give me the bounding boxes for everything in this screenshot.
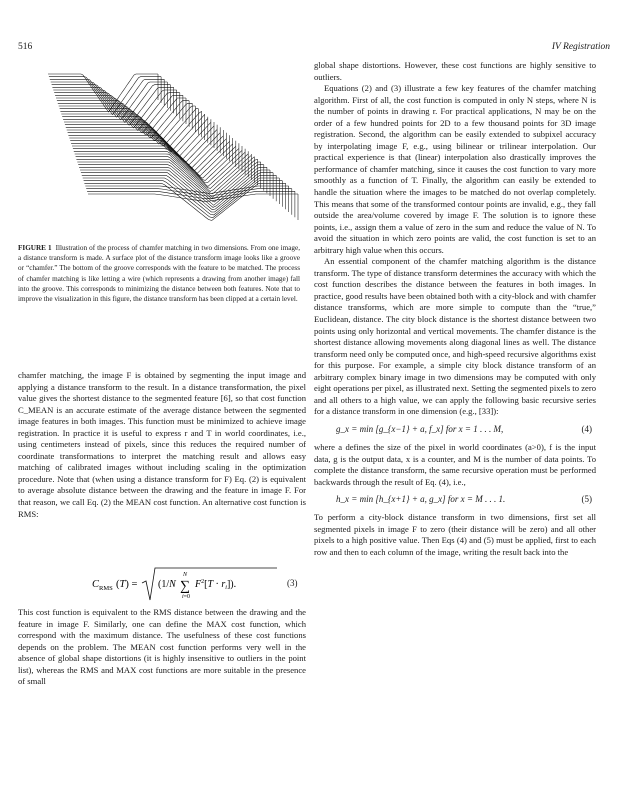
right-paragraph-3: An essential component of the chamfer matching algorithm is the distance transform. The type of distance transform determines the accuracy with which the cost function describes the distance between the features in both images. In practice, good results have been obtained both with a city-block and with chamfer distance transforms, which are more simple to compute than the “true,” Euclidean, distance. The city block distance is the shortest distance between two points using only horizontal and vertical movements. The chamfer distance is the shortest distance allowing movements along diagonal lines as well. The distance transform need only be computed once, and high-speed recursive algorithms exist for this purpose. For example, a simple city block distance transform of an arbitrary complex binary image in two dimensions may be computed with only eight operations per pixel, as illustrated next. Setting the segmented pixels to zero and all others to a high value, we can apply the following basic recursive series for a distance transform in one dimension (e.g., [33]): (314, 256, 596, 417)
right-column-text (314, 60, 596, 558)
svg-text:RMS: RMS (99, 585, 113, 592)
svg-text:N: N (183, 572, 188, 578)
right-paragraph-2: Equations (2) and (3) illustrate a few key features of the chamfer matching algorithm. First of all, the cost function is computed in only N steps, where N is the number of points in drawing r. For practical applications, N may be on the order of a few hundred points for 2D to a few thousand points for 3D image registration. Second, the algorithm can be easily extended to subpixel accuracy by interpolating image F, e.g., using bilinear or trilinear interpolation. Our practical experience is that (linear) interpolation also drastically improves the performance of chamfer matching, since it causes the cost function to vary more smoothly as a function of T. Finally, the algorithm can easily be extended to handle the situation where the images to be matched do not overlap completely. This means that some of the transformed contour points are invalid, e.g., they fall outside the area/volume covered by image F. The solution is to ignore these points, i.e., assign them a value of zero in the sum and reduce the value of N. To avoid the situation in which zero points are valid, the cost function is set to an arbitrary high value when this occurs. (314, 83, 596, 255)
left-paragraph-2: This cost function is equivalent to the RMS distance between the drawing and the feature in image F. Similarly, one can define the MAX cost function, which correspond with the maximum distance. The usefulness of these cost functions depends on the problem. The MEAN cost function performs very well in the absence of global shape distortions (it is highly insensitive to outliers in the point list), whereas the RMS and MAX cost functions are more suitable in the presence of small (18, 607, 306, 687)
figure-surface-plot (18, 52, 304, 232)
equation-5-body: h_x = min [h_{x+1} + a, g_x] for x = M . . . 1. (336, 494, 506, 505)
svg-text:∑: ∑ (180, 579, 190, 594)
surface-profile-line (79, 167, 267, 205)
left-column-text-lower (18, 607, 306, 688)
page-number: 516 (18, 42, 33, 52)
equation-3-number: (3) (287, 578, 298, 588)
equation-4-number: (4) (581, 423, 592, 434)
svg-text:(T) =: (T) = (116, 579, 138, 590)
equation-5 (314, 488, 596, 512)
svg-text:(1/N: (1/N (158, 579, 176, 590)
right-paragraph-5: To perform a city-block distance transform in two dimensions, first set all segmented pixels in image F to zero (their distance will be zero) and all other pixels to a high positive value. Then Eqs (4) and (5) must be applied, first to each row and then to each column of the image, writing the result back into the (314, 512, 596, 557)
equation-3 (92, 565, 282, 605)
svg-text:C: C (92, 579, 100, 590)
figure-caption (18, 243, 300, 304)
right-paragraph-4: where a defines the size of the pixel in world coordinates (a>0), f is the input data, g is the output data, x is a counter, and M is the number of data points. To complete the distance transform, the same recursive operation must be performed backwards through the result of Eq. (4), i.e., (314, 441, 596, 487)
svg-text:i=0: i=0 (182, 594, 191, 600)
right-paragraph-1: global shape distortions. However, these cost functions are highly sensitive to outliers. (314, 60, 596, 82)
equation-4-body: g_x = min [g_{x−1} + a, f_x] for x = 1 . . . M, (336, 423, 504, 434)
surface-plot-lines (48, 74, 298, 221)
surface-profile-line (86, 189, 292, 196)
figure-caption-text: Illustration of the process of chamfer matching in two dimensions. From one image, a distance transform is made. A surface plot of the distance transform image looks like a groove or “chamfer.” The bottom of the groove corresponds with the feature to be matched. The process of chamfer matching is like letting a wire (which represents a drawing from another image) fall into the groove. This corresponds to minimizing the distance between both features. Note that to improve the visualization in this figure, the distance transform has been clipped at a certain level. (18, 244, 300, 304)
figure-caption-label: FIGURE 1 (18, 244, 52, 252)
left-paragraph-1: chamfer matching, the image F is obtained by segmenting the input image and applying a distance transform to the result. In a distance transformation, the pixel value gives the shortest distance to the segmented feature [6], so that cost function C_MEAN is an accurate estimate of the average distance between the segmented image features in both images. This function must be minimized to achieve image registration. In practice it is useful to express r and T in world coordinates, i.e., using centimeters instead of pixels, since this reduces the required number of coordinate transformations to interpret the matching result and allows easy matching of calibrated images without including scaling in the optimization procedure. Note that (when using a distance transform for F) Eq. (2) is equivalent to average absolute distance between the drawing and the feature in image F. For that reason, we call Eq. (2) the MEAN cost function. An alternative cost function is RMS: (18, 370, 306, 519)
equation-4 (314, 418, 596, 442)
equation-5-number: (5) (581, 494, 592, 505)
svg-text:F2[T · ri]).: $F^2[T \cdot r_i]$). (195, 579, 237, 591)
left-column-text (18, 370, 306, 520)
running-header: IV Registration (551, 42, 610, 52)
